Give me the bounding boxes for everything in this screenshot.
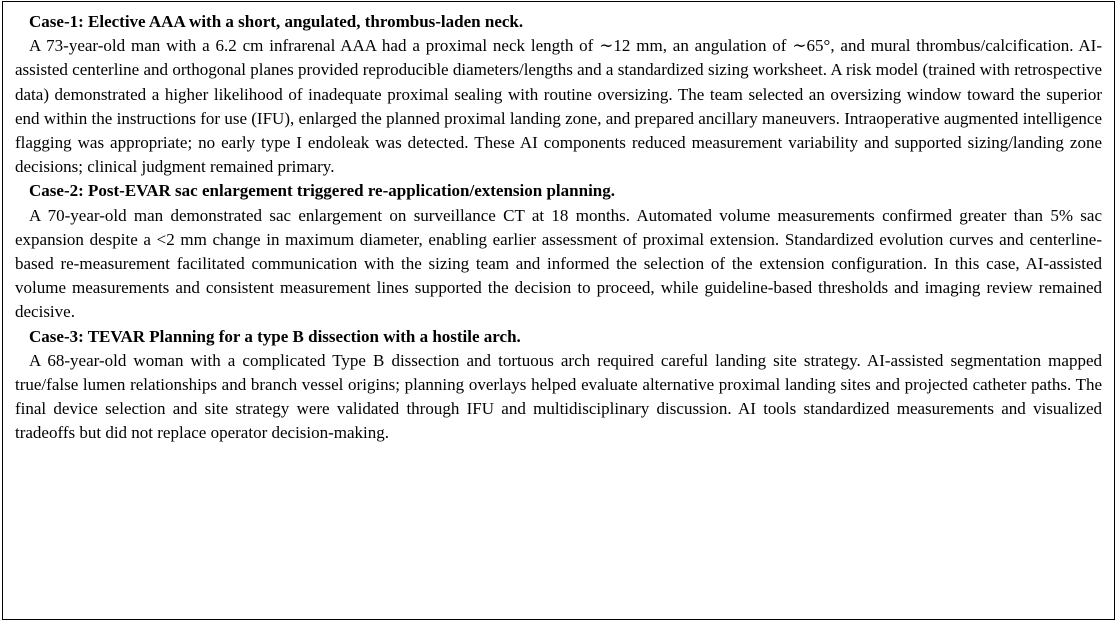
case-1-body: A 73-year-old man with a 6.2 cm infrarenal AAA had a proximal neck length of ∼12 mm, an angulation of ∼65°, and mural thrombus/calcification. AI-assisted centerline and orthogonal planes provided reproducible diameters/lengths and a standardized sizing worksheet. A risk model (trained with retrospective data) demonstrated a higher likelihood of inadequate proximal sealing with routine oversizing. The team selected an oversizing window toward the superior end within the instructions for use (IFU), enlarged the planned proximal landing zone, and prepared ancillary maneuvers. Intraoperative augmented intelligence flagging was appropriate; no early type I endoleak was detected. These AI components reduced measurement variability and supported sizing/landing zone decisions; clinical judgment remained primary. — [15, 36, 1102, 177]
case-1-title: Case-1: Elective AAA with a short, angulated, thrombus-laden neck. — [29, 12, 524, 31]
case-2-body: A 70-year-old man demonstrated sac enlargement on surveillance CT at 18 months. Automated volume measurements confirmed greater than 5% sac expansion despite a <2 mm change in maximum diameter, enabling earlier assessment of proximal extension. Standardized evolution curves and centerline-based re-measurement facilitated communication with the sizing team and informed the selection of the extension configuration. In this case, AI-assisted volume measurements and consistent measurement lines supported the decision to proceed, while guideline-based thresholds and imaging review remained decisive. — [15, 205, 1102, 322]
case-2-title: Case-2: Post-EVAR sac enlargement triggered re-application/extension planning. — [29, 181, 615, 201]
case-box — [2, 1, 1115, 620]
case-3-title: Case-3: TEVAR Planning for a type B dissection with a hostile arch. — [29, 326, 521, 346]
case-3-body: A 68-year-old woman with a complicated Type B dissection and tortuous arch required careful landing site strategy. AI-assisted segmentation mapped true/false lumen relationships and branch vessel origins; planning overlays helped evaluate alternative proximal landing sites and projected catheter paths. The final device selection and site strategy were validated through IFU and multidisciplinary discussion. AI tools standardized measurements and visualized tradeoffs but did not replace operator decision-making. — [15, 350, 1102, 443]
